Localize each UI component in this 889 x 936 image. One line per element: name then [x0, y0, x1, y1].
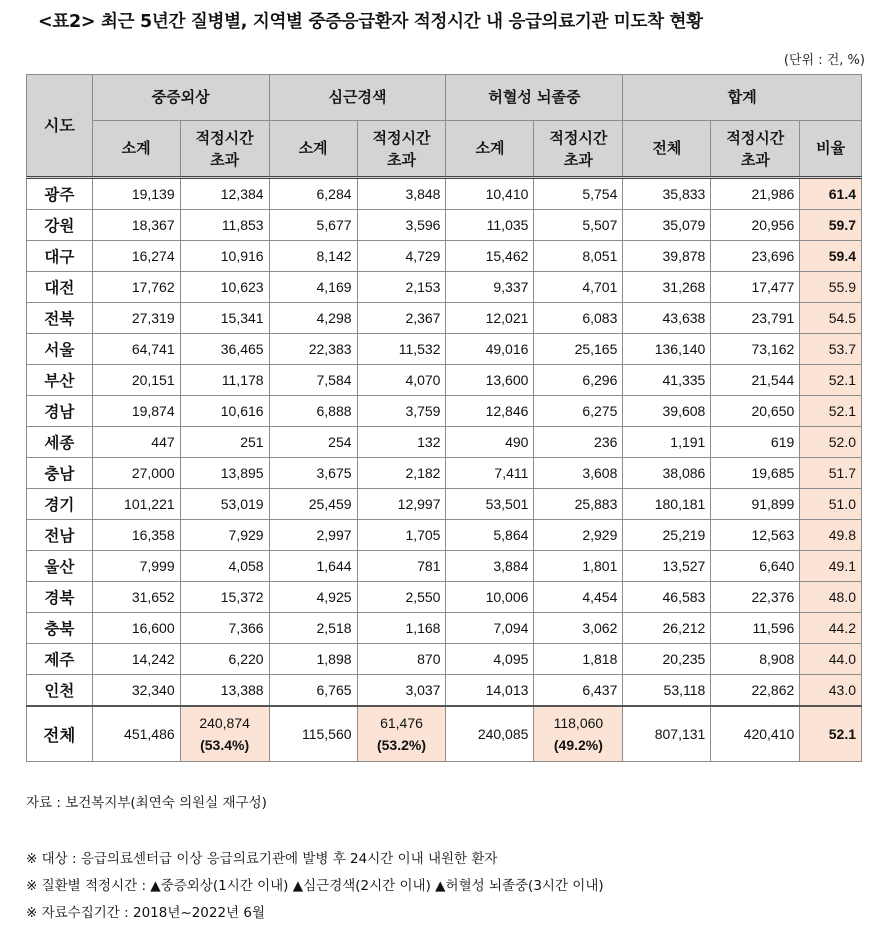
- cell-trauma-subtotal: 19,874: [92, 396, 180, 427]
- cell-region: 전북: [27, 303, 93, 334]
- cell-mi-exceed: 132: [357, 427, 446, 458]
- cell-trauma-subtotal: 16,274: [92, 241, 180, 272]
- total-stroke-exceed-pct: (49.2%): [553, 737, 603, 753]
- cell-region: 경남: [27, 396, 93, 427]
- cell-stroke-exceed: 6,275: [534, 396, 623, 427]
- header-exceed: [534, 121, 623, 178]
- header-exceed: [711, 121, 800, 178]
- header-subtotal: 소계: [446, 121, 534, 178]
- cell-stroke-subtotal: 49,016: [446, 334, 534, 365]
- cell-ratio: 51.7: [800, 458, 862, 489]
- table-row: [27, 210, 862, 241]
- cell-mi-exceed: 1,705: [357, 520, 446, 551]
- cell-ratio: 44.2: [800, 613, 862, 644]
- cell-stroke-subtotal: 53,501: [446, 489, 534, 520]
- cell-trauma-exceed: 7,929: [180, 520, 269, 551]
- table-row: [27, 303, 862, 334]
- cell-trauma-subtotal: 20,151: [92, 365, 180, 396]
- cell-mi-subtotal: 25,459: [269, 489, 357, 520]
- cell-trauma-exceed: 53,019: [180, 489, 269, 520]
- cell-mi-exceed: 12,997: [357, 489, 446, 520]
- total-trauma-subtotal: 451,486: [92, 706, 180, 762]
- cell-trauma-exceed: 6,220: [180, 644, 269, 675]
- cell-trauma-subtotal: 101,221: [92, 489, 180, 520]
- cell-stroke-exceed: 2,929: [534, 520, 623, 551]
- cell-sum-exceed: 23,696: [711, 241, 800, 272]
- cell-sum-all: 13,527: [623, 551, 711, 582]
- table-row: [27, 178, 862, 210]
- cell-stroke-exceed: 6,437: [534, 675, 623, 707]
- cell-sum-exceed: 19,685: [711, 458, 800, 489]
- cell-region: 강원: [27, 210, 93, 241]
- er-arrival-table: [26, 74, 862, 762]
- cell-mi-exceed: 3,759: [357, 396, 446, 427]
- cell-stroke-exceed: 6,296: [534, 365, 623, 396]
- total-mi-exceed-pct: (53.2%): [376, 737, 427, 753]
- cell-sum-all: 43,638: [623, 303, 711, 334]
- cell-sum-exceed: 22,862: [711, 675, 800, 707]
- header-exceed-line2: 초과: [210, 150, 240, 169]
- cell-trauma-exceed: 7,366: [180, 613, 269, 644]
- cell-stroke-subtotal: 7,411: [446, 458, 534, 489]
- cell-sum-exceed: 91,899: [711, 489, 800, 520]
- cell-mi-subtotal: 4,169: [269, 272, 357, 303]
- cell-stroke-subtotal: 7,094: [446, 613, 534, 644]
- cell-region: 충북: [27, 613, 93, 644]
- table-row: [27, 489, 862, 520]
- header-exceed-line1: 적정시간: [372, 128, 431, 147]
- cell-stroke-exceed: 8,051: [534, 241, 623, 272]
- cell-region: 인천: [27, 675, 93, 707]
- header-exceed-line2: 초과: [563, 150, 593, 169]
- cell-trauma-exceed: 10,616: [180, 396, 269, 427]
- cell-stroke-subtotal: 490: [446, 427, 534, 458]
- cell-region: 전남: [27, 520, 93, 551]
- cell-sum-exceed: 11,596: [711, 613, 800, 644]
- cell-sum-exceed: 17,477: [711, 272, 800, 303]
- cell-mi-exceed: 2,367: [357, 303, 446, 334]
- cell-sum-all: 53,118: [623, 675, 711, 707]
- cell-sum-all: 31,268: [623, 272, 711, 303]
- total-trauma-exceed: [180, 706, 269, 762]
- cell-trauma-subtotal: 64,741: [92, 334, 180, 365]
- cell-sum-exceed: 73,162: [711, 334, 800, 365]
- cell-trauma-exceed: 251: [180, 427, 269, 458]
- table-header: [27, 75, 862, 178]
- table-row: [27, 427, 862, 458]
- cell-mi-subtotal: 5,677: [269, 210, 357, 241]
- cell-stroke-exceed: 4,701: [534, 272, 623, 303]
- cell-mi-exceed: 4,729: [357, 241, 446, 272]
- cell-stroke-subtotal: 12,846: [446, 396, 534, 427]
- header-group-trauma: 중증외상: [92, 75, 269, 121]
- cell-ratio: 59.4: [800, 241, 862, 272]
- cell-ratio: 61.4: [800, 178, 862, 210]
- cell-mi-subtotal: 254: [269, 427, 357, 458]
- table-row: [27, 458, 862, 489]
- cell-stroke-exceed: 25,883: [534, 489, 623, 520]
- cell-region: 부산: [27, 365, 93, 396]
- table-row: [27, 644, 862, 675]
- cell-mi-subtotal: 2,518: [269, 613, 357, 644]
- cell-ratio: 49.8: [800, 520, 862, 551]
- cell-region: 대구: [27, 241, 93, 272]
- header-subtotal: 소계: [92, 121, 180, 178]
- cell-stroke-subtotal: 12,021: [446, 303, 534, 334]
- cell-stroke-subtotal: 10,006: [446, 582, 534, 613]
- cell-stroke-subtotal: 3,884: [446, 551, 534, 582]
- cell-sum-exceed: 21,986: [711, 178, 800, 210]
- cell-trauma-subtotal: 19,139: [92, 178, 180, 210]
- table-row: [27, 272, 862, 303]
- header-exceed-line1: 적정시간: [726, 128, 785, 147]
- cell-mi-exceed: 11,532: [357, 334, 446, 365]
- cell-mi-subtotal: 1,898: [269, 644, 357, 675]
- cell-sum-exceed: 20,956: [711, 210, 800, 241]
- cell-sum-exceed: 8,908: [711, 644, 800, 675]
- cell-trauma-exceed: 10,916: [180, 241, 269, 272]
- cell-ratio: 55.9: [800, 272, 862, 303]
- cell-trauma-subtotal: 27,319: [92, 303, 180, 334]
- cell-stroke-subtotal: 4,095: [446, 644, 534, 675]
- cell-sum-exceed: 619: [711, 427, 800, 458]
- cell-region: 대전: [27, 272, 93, 303]
- cell-sum-exceed: 21,544: [711, 365, 800, 396]
- cell-mi-exceed: 4,070: [357, 365, 446, 396]
- cell-sum-all: 35,833: [623, 178, 711, 210]
- cell-mi-subtotal: 3,675: [269, 458, 357, 489]
- table-row: [27, 551, 862, 582]
- table-row: [27, 334, 862, 365]
- header-ratio: 비율: [800, 121, 862, 178]
- cell-sum-all: 25,219: [623, 520, 711, 551]
- note-period: ※ 자료수집기간 : 2018년~2022년 6월: [26, 905, 266, 921]
- total-region: 전체: [27, 706, 93, 762]
- cell-trauma-subtotal: 27,000: [92, 458, 180, 489]
- cell-mi-subtotal: 6,765: [269, 675, 357, 707]
- table-row: [27, 520, 862, 551]
- cell-stroke-exceed: 25,165: [534, 334, 623, 365]
- cell-ratio: 53.7: [800, 334, 862, 365]
- cell-mi-subtotal: 4,298: [269, 303, 357, 334]
- cell-mi-subtotal: 1,644: [269, 551, 357, 582]
- cell-trauma-exceed: 11,853: [180, 210, 269, 241]
- cell-stroke-subtotal: 5,864: [446, 520, 534, 551]
- header-group-stroke: 허혈성 뇌졸중: [446, 75, 623, 121]
- cell-mi-subtotal: 2,997: [269, 520, 357, 551]
- cell-ratio: 59.7: [800, 210, 862, 241]
- cell-trauma-exceed: 15,341: [180, 303, 269, 334]
- total-mi-exceed: [357, 706, 446, 762]
- header-region: 시도: [27, 75, 93, 178]
- total-mi-subtotal: 115,560: [269, 706, 357, 762]
- cell-mi-exceed: 2,182: [357, 458, 446, 489]
- cell-sum-exceed: 20,650: [711, 396, 800, 427]
- cell-stroke-subtotal: 9,337: [446, 272, 534, 303]
- table-row: [27, 241, 862, 272]
- cell-mi-exceed: 2,550: [357, 582, 446, 613]
- header-exceed-line1: 적정시간: [549, 128, 608, 147]
- cell-region: 서울: [27, 334, 93, 365]
- table-row-total: [27, 706, 862, 762]
- total-stroke-exceed-value: 118,060: [553, 715, 604, 731]
- cell-ratio: 48.0: [800, 582, 862, 613]
- cell-stroke-exceed: 5,754: [534, 178, 623, 210]
- cell-mi-exceed: 3,596: [357, 210, 446, 241]
- cell-stroke-subtotal: 15,462: [446, 241, 534, 272]
- cell-stroke-subtotal: 14,013: [446, 675, 534, 707]
- cell-trauma-subtotal: 18,367: [92, 210, 180, 241]
- cell-ratio: 49.1: [800, 551, 862, 582]
- cell-trauma-subtotal: 7,999: [92, 551, 180, 582]
- total-ratio: 52.1: [800, 706, 862, 762]
- total-sum-exceed: 420,410: [711, 706, 800, 762]
- cell-stroke-exceed: 4,454: [534, 582, 623, 613]
- cell-stroke-subtotal: 11,035: [446, 210, 534, 241]
- cell-ratio: 52.1: [800, 365, 862, 396]
- cell-trauma-exceed: 12,384: [180, 178, 269, 210]
- total-stroke-exceed: [534, 706, 623, 762]
- note-time-limit: ※ 질환별 적정시간 : ▲중증외상(1시간 이내) ▲심근경색(2시간 이내) ▲허혈성 뇌졸중(3시간 이내): [26, 878, 604, 894]
- cell-stroke-exceed: 1,818: [534, 644, 623, 675]
- cell-region: 세종: [27, 427, 93, 458]
- cell-sum-all: 1,191: [623, 427, 711, 458]
- cell-trauma-exceed: 15,372: [180, 582, 269, 613]
- cell-mi-exceed: 870: [357, 644, 446, 675]
- cell-stroke-exceed: 3,608: [534, 458, 623, 489]
- header-subtotal: 소계: [269, 121, 357, 178]
- cell-region: 경기: [27, 489, 93, 520]
- cell-trauma-exceed: 13,388: [180, 675, 269, 707]
- cell-mi-exceed: 2,153: [357, 272, 446, 303]
- cell-trauma-subtotal: 32,340: [92, 675, 180, 707]
- cell-mi-subtotal: 4,925: [269, 582, 357, 613]
- total-stroke-subtotal: 240,085: [446, 706, 534, 762]
- cell-trauma-subtotal: 14,242: [92, 644, 180, 675]
- cell-region: 광주: [27, 178, 93, 210]
- cell-region: 울산: [27, 551, 93, 582]
- cell-sum-all: 20,235: [623, 644, 711, 675]
- cell-mi-subtotal: 6,284: [269, 178, 357, 210]
- cell-sum-all: 46,583: [623, 582, 711, 613]
- total-sum-all: 807,131: [623, 706, 711, 762]
- note-target: ※ 대상 : 응급의료센터급 이상 응급의료기관에 발병 후 24시간 이내 내원한 환자: [26, 851, 498, 867]
- cell-ratio: 43.0: [800, 675, 862, 707]
- cell-mi-subtotal: 7,584: [269, 365, 357, 396]
- cell-sum-all: 38,086: [623, 458, 711, 489]
- cell-mi-subtotal: 22,383: [269, 334, 357, 365]
- cell-ratio: 52.0: [800, 427, 862, 458]
- cell-sum-exceed: 6,640: [711, 551, 800, 582]
- cell-stroke-subtotal: 10,410: [446, 178, 534, 210]
- cell-ratio: 44.0: [800, 644, 862, 675]
- cell-region: 경북: [27, 582, 93, 613]
- cell-trauma-exceed: 10,623: [180, 272, 269, 303]
- header-group-sum: 합계: [623, 75, 862, 121]
- header-exceed: [357, 121, 446, 178]
- cell-mi-exceed: 3,848: [357, 178, 446, 210]
- cell-stroke-exceed: 3,062: [534, 613, 623, 644]
- table-row: [27, 675, 862, 707]
- cell-mi-subtotal: 6,888: [269, 396, 357, 427]
- cell-region: 충남: [27, 458, 93, 489]
- header-exceed-line1: 적정시간: [195, 128, 254, 147]
- cell-trauma-exceed: 13,895: [180, 458, 269, 489]
- cell-region: 제주: [27, 644, 93, 675]
- cell-trauma-exceed: 36,465: [180, 334, 269, 365]
- table-row: [27, 396, 862, 427]
- cell-mi-subtotal: 8,142: [269, 241, 357, 272]
- table-title: <표2> 최근 5년간 질병별, 지역별 중증응급환자 적정시간 내 응급의료기관 미도착 현황: [38, 12, 703, 32]
- cell-trauma-exceed: 11,178: [180, 365, 269, 396]
- cell-ratio: 54.5: [800, 303, 862, 334]
- cell-sum-exceed: 12,563: [711, 520, 800, 551]
- cell-trauma-subtotal: 31,652: [92, 582, 180, 613]
- cell-stroke-exceed: 1,801: [534, 551, 623, 582]
- cell-stroke-exceed: 236: [534, 427, 623, 458]
- total-trauma-exceed-value: 240,874: [199, 715, 250, 731]
- header-all: 전체: [623, 121, 711, 178]
- total-trauma-exceed-pct: (53.4%): [200, 737, 250, 753]
- cell-mi-exceed: 1,168: [357, 613, 446, 644]
- cell-stroke-exceed: 5,507: [534, 210, 623, 241]
- header-exceed-line2: 초과: [387, 150, 416, 169]
- cell-ratio: 51.0: [800, 489, 862, 520]
- cell-sum-exceed: 23,791: [711, 303, 800, 334]
- cell-sum-all: 41,335: [623, 365, 711, 396]
- cell-trauma-subtotal: 17,762: [92, 272, 180, 303]
- unit-label: (단위 : 건, %): [783, 53, 865, 68]
- table-row: [27, 613, 862, 644]
- cell-sum-all: 180,181: [623, 489, 711, 520]
- table-body: [27, 178, 862, 762]
- cell-stroke-subtotal: 13,600: [446, 365, 534, 396]
- cell-sum-all: 35,079: [623, 210, 711, 241]
- table-row: [27, 365, 862, 396]
- table-row: [27, 582, 862, 613]
- cell-sum-all: 26,212: [623, 613, 711, 644]
- cell-sum-all: 39,608: [623, 396, 711, 427]
- source-note: 자료 : 보건복지부(최연숙 의원실 재구성): [26, 795, 267, 811]
- cell-mi-exceed: 781: [357, 551, 446, 582]
- total-mi-exceed-value: 61,476: [380, 715, 423, 731]
- header-exceed-line2: 초과: [740, 150, 770, 169]
- cell-sum-all: 39,878: [623, 241, 711, 272]
- cell-trauma-subtotal: 16,600: [92, 613, 180, 644]
- cell-trauma-subtotal: 16,358: [92, 520, 180, 551]
- header-group-mi: 심근경색: [269, 75, 446, 121]
- cell-mi-exceed: 3,037: [357, 675, 446, 707]
- cell-trauma-exceed: 4,058: [180, 551, 269, 582]
- cell-stroke-exceed: 6,083: [534, 303, 623, 334]
- cell-trauma-subtotal: 447: [92, 427, 180, 458]
- header-exceed: [180, 121, 269, 178]
- cell-ratio: 52.1: [800, 396, 862, 427]
- cell-sum-exceed: 22,376: [711, 582, 800, 613]
- cell-sum-all: 136,140: [623, 334, 711, 365]
